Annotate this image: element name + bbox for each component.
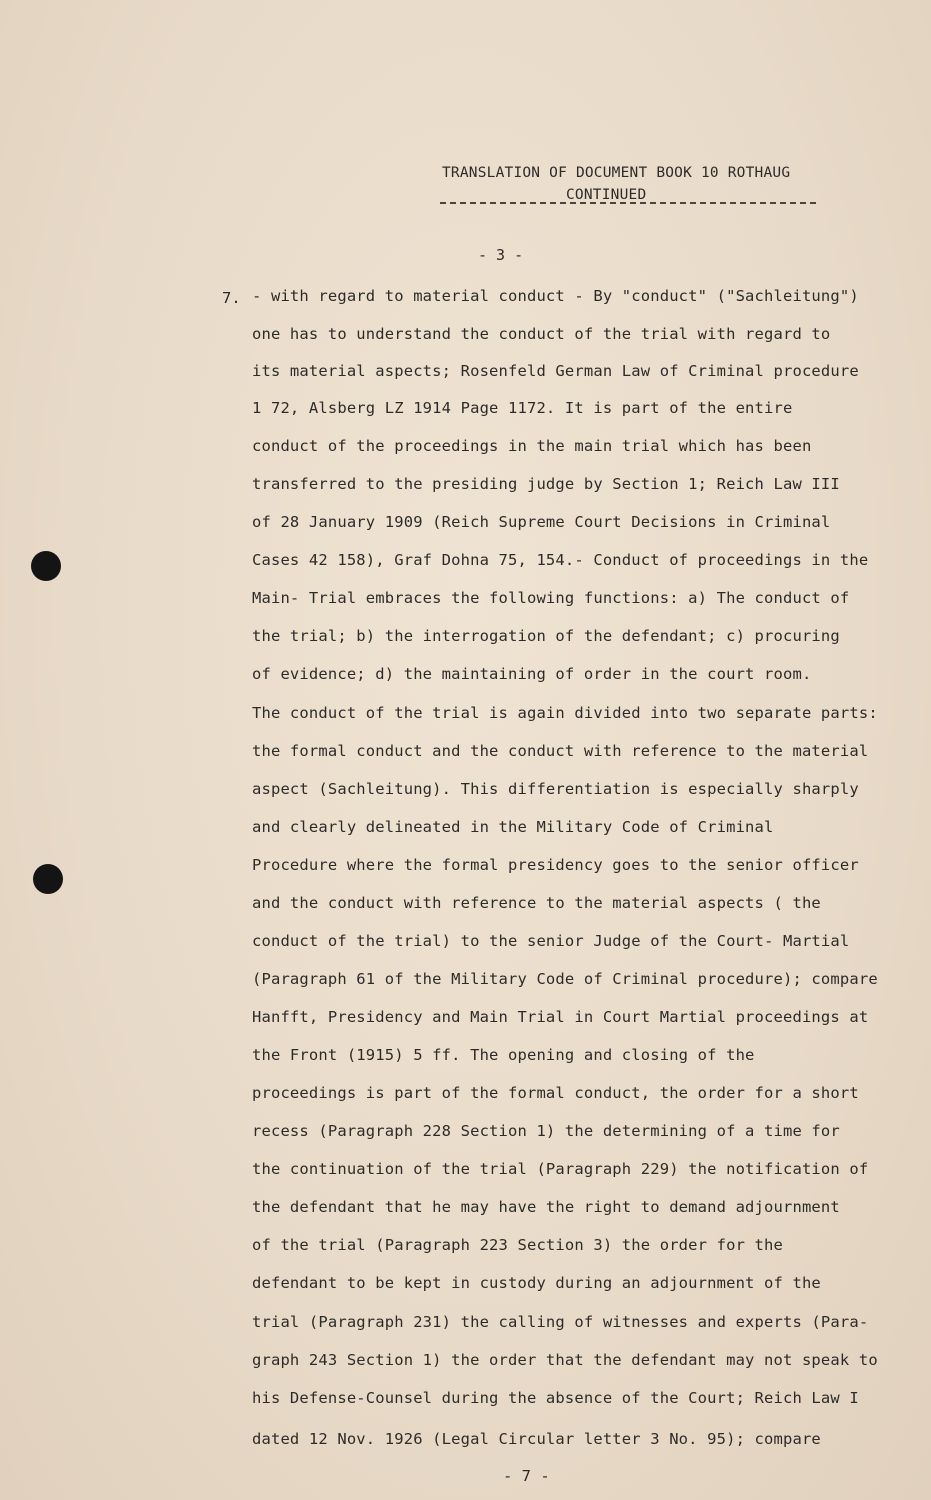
body-line: aspect (Sachleitung). This differentiation is especially sharply [252,780,859,798]
body-line: - with regard to material conduct - By "conduct" ("Sachleitung") [252,287,859,305]
body-line: one has to understand the conduct of the trial with regard to [252,325,831,343]
punch-hole-top [31,551,61,581]
body-line: trial (Paragraph 231) the calling of witnesses and experts (Para- [252,1313,869,1331]
document-header [440,162,820,206]
body-line: the Front (1915) 5 ff. The opening and closing of the [252,1046,755,1064]
body-line: Main- Trial embraces the following functions: a) The conduct of [252,589,850,607]
header-rule [440,202,816,204]
body-line: the defendant that he may have the right to demand adjournment [252,1198,840,1216]
header-continued: CONTINUED [566,187,647,203]
body-line: the continuation of the trial (Paragraph 229) the notification of [252,1160,869,1178]
body-line: Procedure where the formal presidency goes to the senior officer [252,856,859,874]
body-line: its material aspects; Rosenfeld German Law of Criminal procedure [252,362,859,380]
body-line: of evidence; d) the maintaining of order in the court room. [252,665,812,683]
body-line: transferred to the presiding judge by Section 1; Reich Law III [252,475,840,493]
body-line: of 28 January 1909 (Reich Supreme Court Decisions in Criminal [252,513,831,531]
body-line: his Defense-Counsel during the absence of the Court; Reich Law I [252,1389,859,1407]
body-line: Cases 42 158), Graf Dohna 75, 154.- Conduct of proceedings in the [252,551,869,569]
body-line: The conduct of the trial is again divided into two separate parts: [252,704,878,722]
body-line: of the trial (Paragraph 223 Section 3) the order for the [252,1236,783,1254]
body-line: and clearly delineated in the Military Code of Criminal [252,818,774,836]
body-line: dated 12 Nov. 1926 (Legal Circular letter 3 No. 95); compare [252,1430,821,1448]
body-line: 1 72, Alsberg LZ 1914 Page 1172. It is part of the entire [252,399,793,417]
body-line: graph 243 Section 1) the order that the defendant may not speak to [252,1351,878,1369]
body-line: defendant to be kept in custody during an adjournment of the [252,1274,821,1292]
body-line: and the conduct with reference to the material aspects ( the [252,894,821,912]
page-marker: - 3 - [478,246,524,264]
item-number: 7. [222,289,241,307]
body-line: conduct of the trial) to the senior Judge of the Court- Martial [252,932,850,950]
body-line: Hanfft, Presidency and Main Trial in Court Martial proceedings at [252,1008,869,1026]
header-title: TRANSLATION OF DOCUMENT BOOK 10 ROTHAUG [442,165,791,181]
body-line: the formal conduct and the conduct with reference to the material [252,742,869,760]
body-line: (Paragraph 61 of the Military Code of Criminal procedure); compare [252,970,878,988]
body-line: conduct of the proceedings in the main trial which has been [252,437,812,455]
body-line: proceedings is part of the formal conduct, the order for a short [252,1084,859,1102]
punch-hole-bottom [33,864,63,894]
body-line: recess (Paragraph 228 Section 1) the determining of a time for [252,1122,840,1140]
body-line: the trial; b) the interrogation of the defendant; c) procuring [252,627,840,645]
page-footer-number: - 7 - [503,1467,550,1485]
